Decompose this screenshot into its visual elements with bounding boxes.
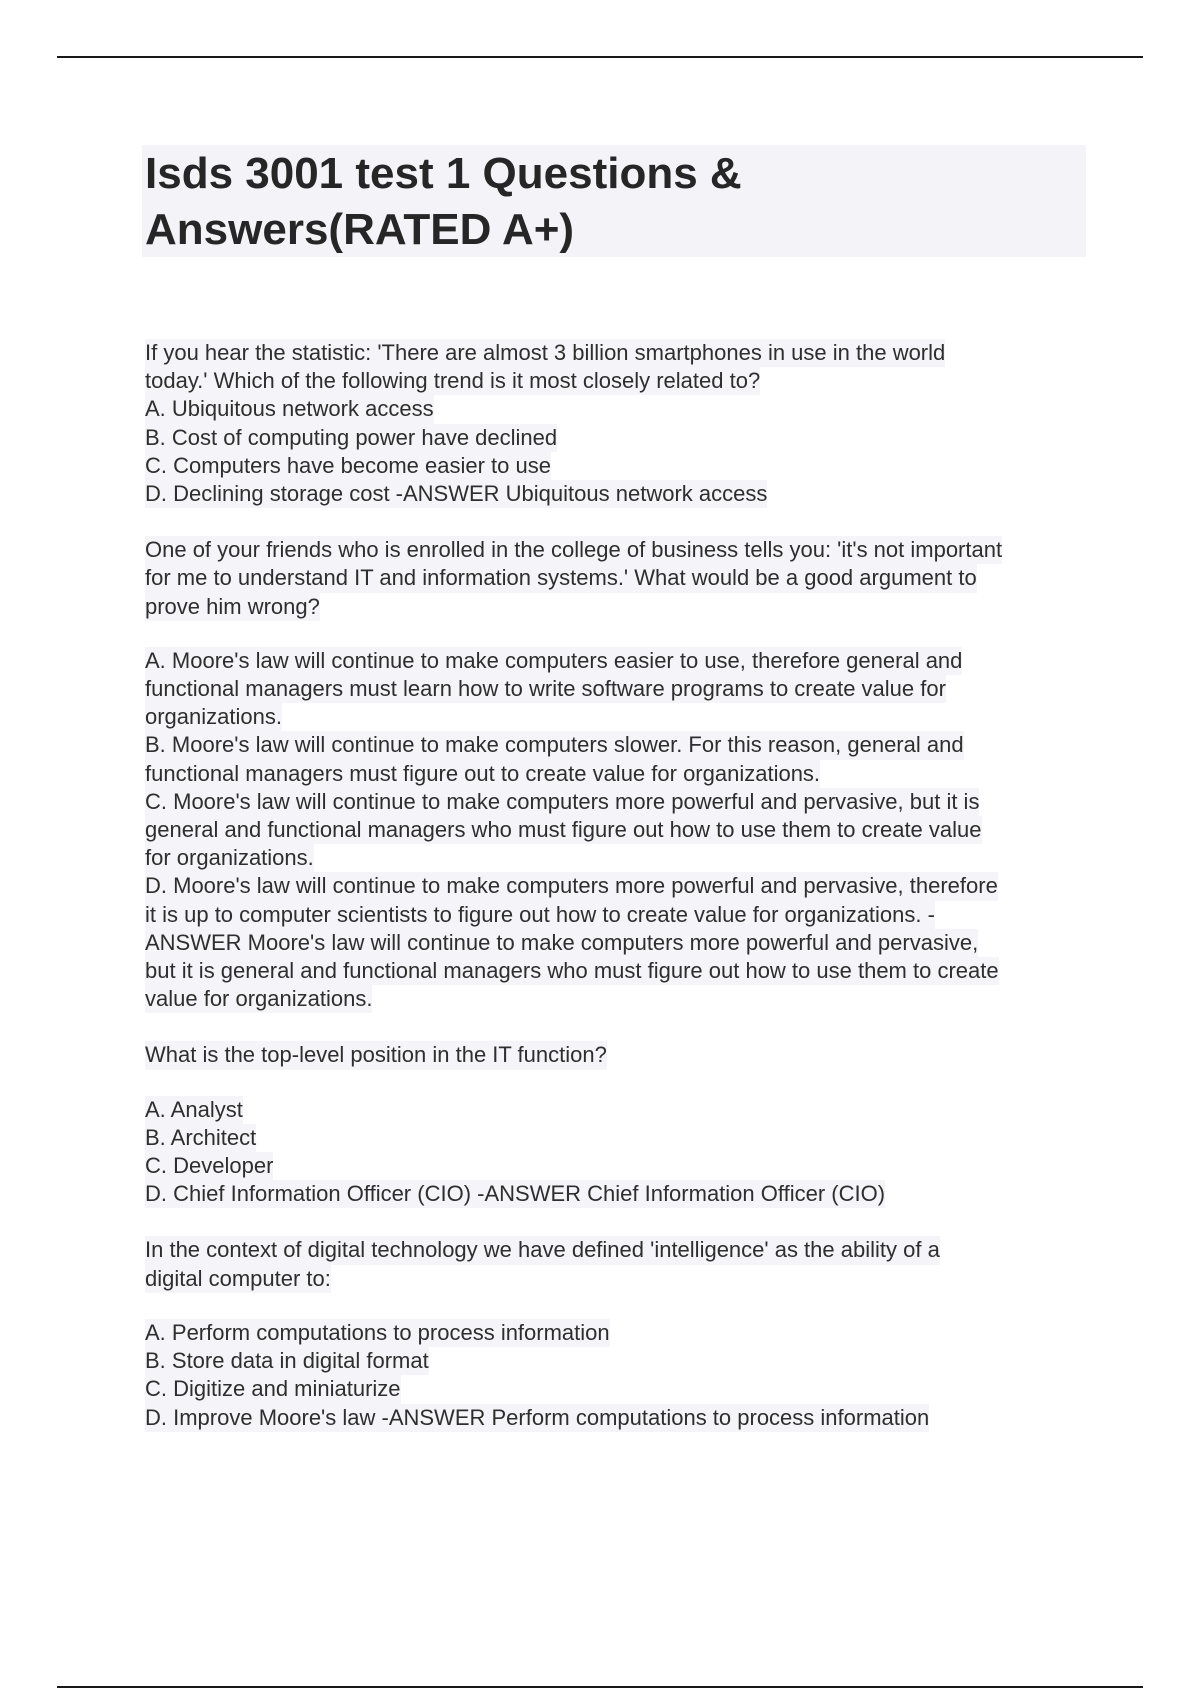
question-3-option-a: A. Analyst <box>145 1096 243 1124</box>
question-1-option-d-answer: D. Declining storage cost -ANSWER Ubiquitous network access <box>145 480 767 508</box>
question-1-option-c: C. Computers have become easier to use <box>145 452 551 480</box>
question-4-option-a: A. Perform computations to process information <box>145 1319 610 1347</box>
question-block-1 <box>145 339 1105 508</box>
question-2-option-line-10: it is up to computer scientists to figure out how to create value for organizations. - <box>145 901 935 929</box>
question-4-option-b: B. Store data in digital format <box>145 1347 429 1375</box>
question-4-option-c: C. Digitize and miniaturize <box>145 1375 401 1403</box>
question-2-prompt-line-2: for me to understand IT and information systems.' What would be a good argument to <box>145 564 977 592</box>
question-2-answer-line-2: but it is general and functional managers who must figure out how to use them to create <box>145 957 999 985</box>
question-3-option-b: B. Architect <box>145 1124 256 1152</box>
spacer <box>145 1070 1105 1096</box>
question-block-2 <box>145 536 1105 1013</box>
question-1-option-b: B. Cost of computing power have declined <box>145 424 557 452</box>
question-1-line-2: today.' Which of the following trend is it most closely related to? <box>145 367 760 395</box>
question-3-option-c: C. Developer <box>145 1152 273 1180</box>
question-2-option-line-3: organizations. <box>145 703 282 731</box>
question-1-option-a: A. Ubiquitous network access <box>145 395 434 423</box>
question-block-3 <box>145 1041 1105 1208</box>
question-4-option-d-answer: D. Improve Moore's law -ANSWER Perform computations to process information <box>145 1404 929 1432</box>
question-2-option-line-9: D. Moore's law will continue to make computers more powerful and pervasive, therefore <box>145 872 998 900</box>
question-2-option-line-5: functional managers must figure out to create value for organizations. <box>145 760 820 788</box>
question-2-option-line-8: for organizations. <box>145 844 314 872</box>
document-title: Isds 3001 test 1 Questions & Answers(RATED A+) <box>145 149 742 254</box>
question-2-prompt-line-1: One of your friends who is enrolled in the college of business tells you: 'it's not important <box>145 536 1002 564</box>
spacer <box>145 621 1105 647</box>
question-2-option-line-1: A. Moore's law will continue to make computers easier to use, therefore general and <box>145 647 962 675</box>
question-2-option-line-2: functional managers must learn how to write software programs to create value for <box>145 675 946 703</box>
question-2-answer-line-1: ANSWER Moore's law will continue to make computers more powerful and pervasive, <box>145 929 978 957</box>
top-divider <box>57 56 1143 58</box>
bottom-divider <box>57 1686 1143 1688</box>
question-2-prompt-line-3: prove him wrong? <box>145 593 320 621</box>
question-2-option-line-4: B. Moore's law will continue to make computers slower. For this reason, general and <box>145 731 964 759</box>
question-3-prompt-line-1: What is the top-level position in the IT function? <box>145 1041 607 1069</box>
question-2-option-line-6: C. Moore's law will continue to make computers more powerful and pervasive, but it is <box>145 788 979 816</box>
question-1-line-1: If you hear the statistic: 'There are almost 3 billion smartphones in use in the world <box>145 339 945 367</box>
question-block-4 <box>145 1236 1105 1431</box>
question-3-option-d-answer: D. Chief Information Officer (CIO) -ANSWER Chief Information Officer (CIO) <box>145 1180 885 1208</box>
question-2-option-line-7: general and functional managers who must figure out how to use them to create value <box>145 816 982 844</box>
document-body <box>145 339 1105 1460</box>
spacer <box>145 1293 1105 1319</box>
question-2-answer-line-3: value for organizations. <box>145 985 372 1013</box>
question-4-prompt-line-2: digital computer to: <box>145 1265 331 1293</box>
question-4-prompt-line-1: In the context of digital technology we have defined 'intelligence' as the ability of a <box>145 1236 940 1264</box>
